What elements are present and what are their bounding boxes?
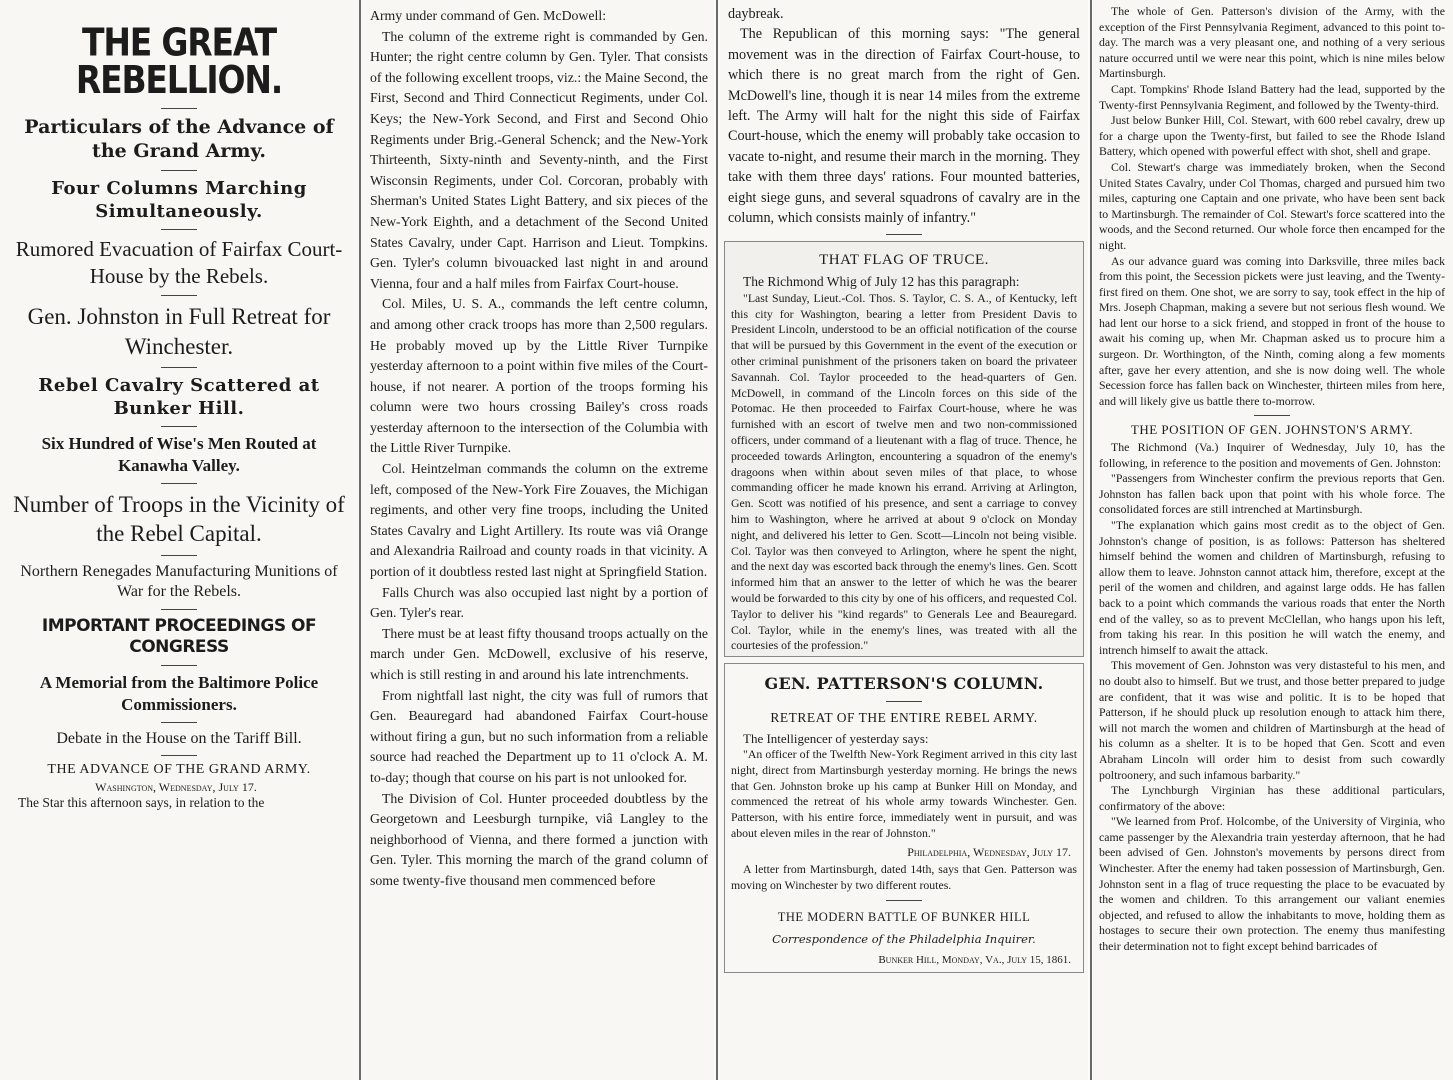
article-paragraph: Just below Bunker Hill, Col. Stewart, with 600 rebel cavalry, drew up for a charge upon the Twenty-first, but failed to see the Rhode Island Battery, which opened with powerful effect with shot, shell and grape. <box>1099 113 1445 159</box>
article-body <box>370 6 708 892</box>
patterson-column-box <box>724 663 1084 973</box>
section-heading-flag: THAT FLAG OF TRUCE. <box>819 252 989 269</box>
column-rule <box>359 0 361 1080</box>
article-paragraph: The column of the extreme right is commanded by Gen. Hunter; the right centre column by Gen. Tyler. That consists of the following excellent troops, viz.: the Maine Second, the First, Second and Third Connecticut Regiments, under Col. Keys; the New-York Second, and First and Second Ohio Regiments under Brig.-General Schenck; and the New-York Thirteenth, Sixty-ninth and Seventy-ninth, and the First Wisconsin Regiments, under Col. Corcoran, probably with Sherman's United States Light Battery, and six pieces of the New-York Eighth, and a detachment of the Second United States Cavalry, under Capt. Harrison and Lieut. Tompkins. Gen. Tyler's column bivouacked last night in and around Vienna, four and a half miles from Fairfax Court-house. <box>370 28 708 291</box>
divider <box>161 609 197 610</box>
section-heading-johnston: THE POSITION OF GEN. JOHNSTON'S ARMY. <box>1130 422 1414 438</box>
divider <box>886 234 922 235</box>
divider <box>1254 415 1290 416</box>
headline-deck: Debate in the House on the Tariff Bill. <box>56 729 302 747</box>
article-paragraph: Army under command of Gen. McDowell: <box>370 8 607 23</box>
divider <box>886 701 922 702</box>
quoted-paragraph: "An officer of the Twelfth New-York Regiment arrived in this city last night, direct from Martinsburgh yesterday morning. He brings the news that Gen. Johnston broke up his camp at Bunker Hill on Monday, and commenced the retreat of his whole army towards Winchester. Gen. Patterson, with his entire force, immediately went in pursuit, and was about eleven miles in the rear of Johnston." <box>731 747 1077 840</box>
article-paragraph: Falls Church was also occupied last night by a portion of Gen. Tyler's rear. <box>370 584 708 621</box>
divider <box>886 900 922 901</box>
article-body <box>1099 4 1445 409</box>
article-column-4 <box>1093 0 1453 1080</box>
article-paragraph: The Division of Col. Hunter proceeded doubtless by the Georgetown and Leesburgh turnpike, viâ Langley to the neighborhood of Vienna, and there formed a junction with Gen. Tyler. This morning the march of the grand column of some twenty-five thousand men commenced before <box>370 790 708 888</box>
article-paragraph: Col. Miles, U. S. A., commands the left centre column, and among other crack troops has more than 2,500 regulars. He probably moved up by the Little River Turnpike yesterday afternoon to a point within five miles of the Court-house, if not nearer. A portion of the troops forming his column were two hours crossing Bailey's cross roads yesterday afternoon to the intersection of the Columbia with the Little River Turnpike. <box>370 296 708 456</box>
divider <box>161 722 197 723</box>
article-paragraph: The whole of Gen. Patterson's division of the Army, with the exception of the First Pennsylvania Regiment, advanced to this point to-day. The march was a very pleasant one, and nothing of a very serious nature occurred until we were near this point, which is nine miles below Martinsburgh. <box>1099 4 1445 81</box>
divider <box>161 108 197 109</box>
article-paragraph: "Passengers from Winchester confirm the previous reports that Gen. Johnston has fallen back upon that point with his whole force. The consolidated forces are still intrenched at Martinsburgh. <box>1099 471 1445 517</box>
headline-column <box>0 0 358 1080</box>
divider <box>161 170 197 171</box>
divider <box>161 483 197 484</box>
divider <box>161 295 197 296</box>
article-column-2 <box>362 0 714 1080</box>
divider <box>161 229 197 230</box>
quoted-paragraph: "Last Sunday, Lieut.-Col. Thos. S. Taylor, C. S. A., of Kentucky, left this city for Washington, bearing a letter from President Davis to President Lincoln, understood to be an official notification of the course that will be pursued by this Government in the event of the execution or other criminal punishment of the prisoners taken on board the privateer Savannah. Col. Taylor proceeded to the head-quarters of Gen. McDowell, in command of the Lincoln forces on this side of the Potomac. He then proceeded to Fairfax Court-house, where he was furnished with an escort of twelve men and two non-commissioned officers, under command of a lieutenant with a flag of truce. Thence, he proceeded towards Arlington, encountering a squadron of the enemy's dragoons when within about seven miles of that place, to whose commanding officer he made known his errand. Arriving at Arlington, Gen. Scott was notified of his presence, and sent a carriage to convey him to Washington, where he arrived at about 9 o'clock on Monday night, and delivered his letter to Gen. Scott—Lincoln not being visible. Col. Taylor was then conveyed to Arlington, where he spent the night, and the next day was escorted back through the enemy's lines. Gen. Scott informed him that an answer to the letter of which he was the bearer would be forwarded to this city by one of his officers, and requested Col. Taylor to deliver his "kind regards" to Generals Lee and Beauregard. Col. Taylor, while in the enemy's lines, was treated with all the courtesies of the profession." <box>731 290 1077 653</box>
headline-deck: A Memorial from the Baltimore Police Commissioners. <box>39 673 319 714</box>
dateline: Washington, Wednesday, July 17. <box>95 780 257 795</box>
headline-deck: Northern Renegades Manufacturing Munitions of War for the Rebels. <box>20 562 338 601</box>
continuation-text: daybreak. <box>728 6 784 22</box>
article-paragraph: This movement of Gen. Johnston was very distasteful to his men, and no doubt also to himself. But we trust, and those better prepared to judge are confident, that it was wise and politic. It is to be hoped that Patterson, if he should pluck up resolution enough to attack him there, will not march the women and children of Martinsburgh at the head of his column as a shelter. It is to be hoped that Gen. Scott and even Abraham Lincoln will order him to desist from such cowardly poltroonery, and such infamous barbarity." <box>1099 658 1445 782</box>
article-lead: The Star this afternoon says, in relation to the <box>18 795 265 811</box>
section-heading-advance: THE ADVANCE OF THE GRAND ARMY. <box>47 762 311 778</box>
flag-of-truce-box <box>724 241 1084 657</box>
section-heading-patterson: GEN. PATTERSON'S COLUMN. <box>764 674 1044 694</box>
article-paragraph: The Richmond Whig of July 12 has this paragraph: <box>743 273 1020 289</box>
headline-deck: Particulars of the Advance of the Grand Army. <box>24 116 334 163</box>
headline-decks <box>6 115 352 749</box>
divider <box>161 555 197 556</box>
headline-deck: Six Hundred of Wise's Men Routed at Kanawha Valley. <box>41 434 317 476</box>
headline-deck: Number of Troops in the Vicinity of the Rebel Capital. <box>13 491 345 547</box>
headline-deck: IMPORTANT PROCEEDINGS OF CONGRESS <box>41 615 317 658</box>
main-headline: THE GREAT REBELLION. <box>75 19 283 103</box>
article-paragraph: The Lynchburgh Virginian has these additional particulars, confirmatory of the above: <box>1099 783 1445 813</box>
article-paragraph: "We learned from Prof. Holcombe, of the University of Virginia, who came passenger by the Alexandria train yesterday afternoon, that he had been advised of Gen. Johnston's movements by persons direct from Winchester. After the enemy had taken possession of Martinsburgh, Gen. Johnston sent in a flag of truce requesting the place to be evacuated by the women and children. To this arrangement our valiant enemies objected, and refused to allow the inhabitants to move, holding them as hostages to secure their own protection. The enemy thus manifesting their determination not to fight except behind barricades of <box>1099 814 1445 954</box>
headline-deck: Four Columns Marching Simultaneously. <box>51 177 307 222</box>
section-heading-retreat: RETREAT OF THE ENTIRE REBEL ARMY. <box>770 709 1038 725</box>
article-paragraph: The Intelligencer of yesterday says: <box>743 731 929 747</box>
divider <box>161 426 197 427</box>
divider <box>161 367 197 368</box>
headline-deck: Gen. Johnston in Full Retreat for Winchester. <box>27 304 331 359</box>
article-column-3 <box>720 0 1088 1080</box>
section-heading-bunker-hill: THE MODERN BATTLE OF BUNKER HILL <box>777 909 1031 924</box>
headline-deck: Rumored Evacuation of Fairfax Court-House by the Rebels. <box>15 236 343 288</box>
divider <box>161 755 197 756</box>
byline: Correspondence of the Philadelphia Inquirer. <box>772 932 1036 947</box>
divider <box>161 665 197 666</box>
dateline: Bunker Hill, Monday, Va., July 15, 1861. <box>878 953 1071 966</box>
article-paragraph: A letter from Martinsburgh, dated 14th, says that Gen. Patterson was moving on Winchester by two different routes. <box>731 862 1077 892</box>
column-rule <box>716 0 718 1080</box>
article-body <box>1099 440 1445 955</box>
article-paragraph: Col. Stewart's charge was immediately broken, when the Second United States Cavalry, under Col Thomas, charged and pursued him two miles, capturing one Captain and one private, who have been sent back to Martinsburgh. The remainder of Col. Stewart's force scattered into the woods, and the Second returned. Our whole force then encamped for the night. <box>1099 159 1445 252</box>
column-rule <box>1090 0 1092 1080</box>
article-paragraph: "The explanation which gains most credit as to the object of Gen. Johnston's change of position, is as follows: Patterson has sheltered himself behind the women and children of Martinsburgh, refusing to allow them to leave. Johnston cannot attack him, therefore, except at the peril of the women and children, and against large odds. He has fallen back to a point which commands the various roads that enter the North end of the valley, so as to prevent McClellan, who hangs upon his left, from taking his rear. In this position he will watch the enemy, and intrench himself to await the attack. <box>1099 518 1445 657</box>
article-paragraph: From nightfall last night, the city was full of rumors that Gen. Beauregard had abandoned Fairfax Court-house without firing a gun, but no such information from a reliable source had reached the Department up to 11 o'clock A. M. to-day; though that course on his part is not unlooked for. <box>370 687 708 785</box>
headline-deck: Rebel Cavalry Scattered at Bunker Hill. <box>38 375 320 420</box>
dateline: Philadelphia, Wednesday, July 17. <box>907 844 1071 859</box>
article-paragraph: The Republican of this morning says: "The general movement was in the direction of Fairfax Court-house, to which there is no great march from the right of Gen. McDowell's line, though it is near 14 miles from the extreme left. The Army will halt for the night this side of Fairfax Court-house, which the enemy will probably take occasion to vacate to-night, and resume their march in the morning. They take with them three days' rations. Four mounted batteries, eight siege guns, and several squadrons of cavalry are in the column, which consists mainly of infantry." <box>728 26 1080 227</box>
article-paragraph: Capt. Tompkins' Rhode Island Battery had the lead, supported by the Twenty-first Pennsylvania Regiment, and followed by the Twenty-third. <box>1099 81 1445 112</box>
article-paragraph: Col. Heintzelman commands the column on the extreme left, composed of the New-York Fire Zouaves, the Michigan regiments, and other very fine troops, including the United States Cavalry and Light Artillery. Its route was viâ Orange and Alexandria Railroad and county roads in that vicinity. A portion of it doubtless rested last night at Springfield Station. <box>370 461 708 580</box>
article-paragraph: The Richmond (Va.) Inquirer of Wednesday, July 10, has the following, in reference to the position and movements of Gen. Johnston: <box>1099 440 1445 470</box>
article-paragraph: There must be at least fifty thousand troops actually on the march under Gen. McDowell, exclusive of his reserve, which is still resting in and around his late intrenchments. <box>370 625 708 682</box>
article-paragraph: As our advance guard was coming into Darksville, three miles back from this point, the Secession pickets were just leaving, and the Twenty-first fired on them. One shot, we are sorry to say, took effect in the hip of Mrs. Joseph Chapman, making a severe but not serious flesh wound. We had lent our horse to a sick friend, and stopped in front of the house to await his coming up, when Mr. Chapman asked us to procure him a surgeon. Dr. Worthington, of the Ninth, coming along a few moments after, gave her every attention, and she is now doing well. The whole Secession force has fallen back on Winchester, thirteen miles from here, and will likely give us battle there to-morrow. <box>1099 253 1445 408</box>
